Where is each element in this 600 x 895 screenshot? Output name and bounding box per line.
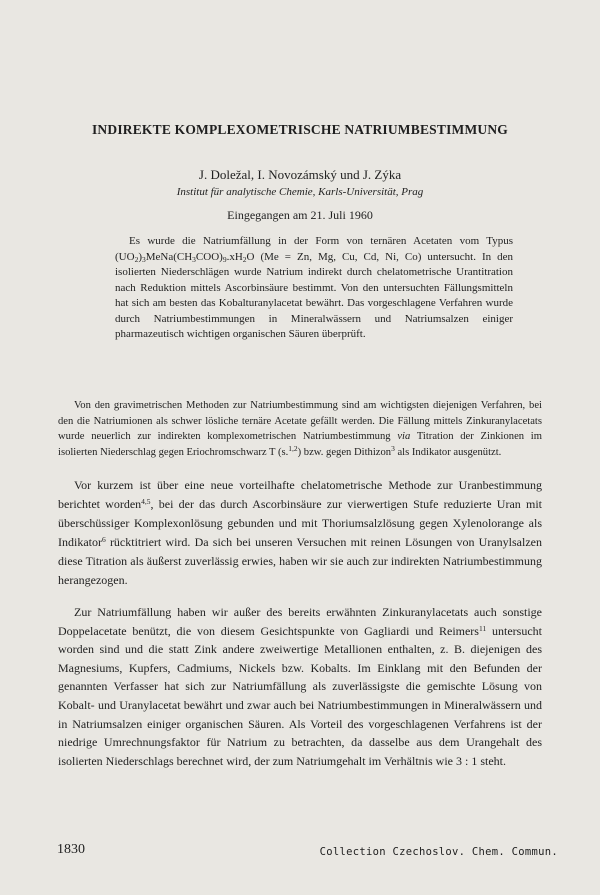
received-date: Eingegangen am 21. Juli 1960: [227, 208, 373, 222]
citation-ref: 3: [391, 443, 395, 453]
body-section-1: [58, 476, 542, 590]
abstract-paragraph: Es wurde die Natriumfällung in der Form von ternären Acetaten vom Typus $(UO_2)_3MeNa(CH_3COO)_9.xH_2O$ (Me = Zn, Mg, Cu, Cd, Ni, Co) untersucht. In den isolierten Niederschlägen wurde Natrium indirekt durch chelatometrische Urantitration nach Reduktion mittels Ascorbinsäure bestimmt. Von den untersuchten Fällungsmitteln hat sich am besten das Kobalturanylacetat bewährt. Das vorgeschlagene Verfahren wurde durch Natriumbestimmungen in Mineralwässern und Natriumsalzen einiger pharmazeutisch wichtigen organischen Säuren überprüft.: [115, 235, 513, 340]
body-paragraph: Vor kurzem ist über eine neue vorteilhafte chelatometrische Methode zur Uranbestimmung berichtet worden$^{4,5}$, bei der das durch Ascorbinsäure zur vierwertigen Stufe reduzierte Uran mit überschüssiger Komplexonlösung gebunden und mit Thoriumsalzlösung gegen Xylenolorange als Indikator$^6$ rücktitriert wird. Da sich bei unseren Versuchen mit reinen Lösungen von Uranylsalzen diese Titration als äußerst zuverlässig erwies, haben wir sie auch zur indirekten Natriumbestimmung herangezogen.: [58, 478, 542, 587]
author-list: J. Doležal, I. Novozámský und J. Zýka: [198, 167, 402, 182]
body-section-2: [58, 603, 542, 770]
article-title: INDIREKTE KOMPLEXOMETRISCHE NATRIUMBESTIMMUNG: [91, 122, 509, 137]
intro-section: [58, 398, 542, 460]
citation-ref: 4,5: [141, 497, 151, 506]
intro-paragraph: Von den gravimetrischen Methoden zur Natriumbestimmung sind am wichtigsten diejenigen Verfahren, bei den die Natriumionen als schwer lösliche ternäre Acetate gefällt werden. Die Fällung mittels Zinkuranylacetats wurde neuerlich zur indirekten komplexometrischen Natriumbestimmung via Titration der Zinkionen im isolierten Niederschlag gegen Eriochromschwarz T (s.$^{1,2}$) bzw. gegen Dithizon$^3$ als Indikator ausgenützt.: [58, 400, 542, 458]
citation-ref: 11: [478, 623, 487, 633]
page-number: 1830: [57, 842, 85, 857]
abstract: [115, 234, 513, 343]
journal-name: Collection Czechoslov. Chem. Commun.: [319, 846, 558, 858]
citation-ref: 1,2: [288, 443, 298, 453]
affiliation: Institut für analytische Chemie, Karls-Universität, Prag: [176, 186, 424, 198]
citation-ref: 6: [102, 535, 106, 544]
body-paragraph: Zur Natriumfällung haben wir außer des bereits erwähnten Zinkuranylacetats auch sonstige Doppelacetate benützt, die von diesem Gesichtspunkte von Gagliardi und Reimers$^{11}$ untersucht worden sind und die statt Zink andere zweiwertige Metallionen enthalten, z. B. diejenigen des Magnesiums, Kupfers, Cadmiums, Nickels bzw. Kobalts. Im Einklang mit den Befunden der genannten Verfasser hat sich zur Natriumfällung als zuverlässigste die gemischte Lösung von Kobalt- und Uranylacetat bewährt und zwar auch bei Natriumbestimmungen in Mineralwässern und in Natriumsalzen einiger organischen Säuren. Als Vorteil des vorgeschlagenen Verfahrens ist der niedrige Umrechnungsfaktor für Natrium zu betrachten, da dasselbe aus dem Urangehalt des isolierten Niederschlags berechnet wird, der zum Natriumgehalt im Verhältnis wie 3 : 1 steht.: [58, 605, 542, 768]
